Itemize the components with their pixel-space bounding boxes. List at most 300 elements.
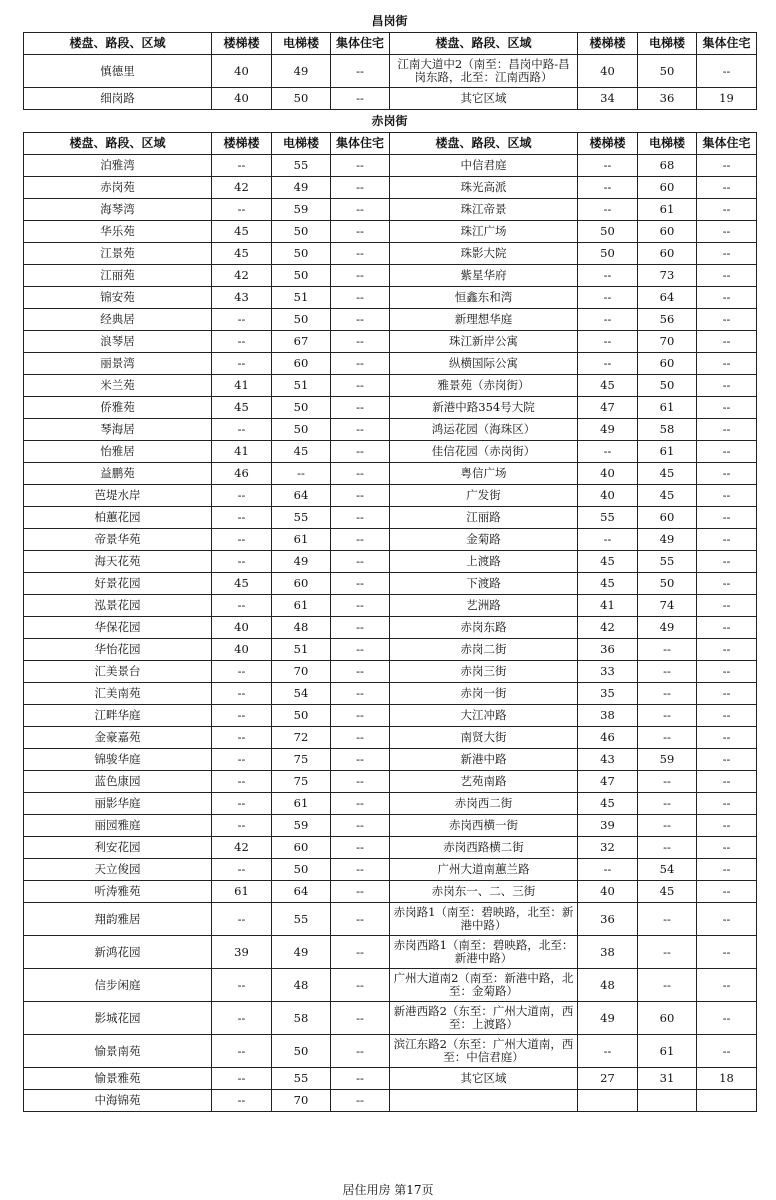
location-cell: 鸿运花园（海珠区）: [390, 419, 578, 441]
price-cell: 61: [272, 793, 331, 815]
price-cell: 49: [578, 419, 638, 441]
price-cell: --: [638, 705, 697, 727]
location-cell: 新理想华庭: [390, 309, 578, 331]
price-cell: --: [697, 485, 757, 507]
price-cell: --: [697, 287, 757, 309]
price-cell: --: [638, 683, 697, 705]
price-cell: --: [331, 683, 390, 705]
price-cell: --: [578, 309, 638, 331]
price-cell: --: [331, 265, 390, 287]
price-cell: 59: [638, 749, 697, 771]
price-cell: --: [697, 309, 757, 331]
price-cell: --: [212, 1035, 272, 1068]
price-cell: --: [697, 199, 757, 221]
price-cell: --: [697, 683, 757, 705]
price-cell: --: [331, 177, 390, 199]
price-cell: 61: [638, 397, 697, 419]
location-cell: 浪琴居: [24, 331, 212, 353]
price-cell: 40: [212, 55, 272, 88]
price-cell: --: [697, 661, 757, 683]
header-cell: 楼盘、路段、区域: [390, 133, 578, 155]
table-row: [24, 55, 757, 88]
table-row: [24, 573, 757, 595]
table-row: [24, 441, 757, 463]
header-cell: 楼梯楼: [212, 133, 272, 155]
table-row: [24, 859, 757, 881]
price-cell: 50: [272, 221, 331, 243]
rent-table-changgang: [23, 32, 757, 110]
price-cell: 45: [272, 441, 331, 463]
location-cell: 华乐苑: [24, 221, 212, 243]
location-cell: 赤岗西路横二街: [390, 837, 578, 859]
price-cell: 36: [578, 639, 638, 661]
price-cell: --: [697, 177, 757, 199]
location-cell: 上渡路: [390, 551, 578, 573]
location-cell: 汇美景台: [24, 661, 212, 683]
table-row: [24, 617, 757, 639]
price-cell: 40: [578, 881, 638, 903]
price-cell: 27: [578, 1068, 638, 1090]
table-row: [24, 793, 757, 815]
price-cell: --: [331, 1090, 390, 1112]
price-cell: 41: [578, 595, 638, 617]
table-row: [24, 177, 757, 199]
header-cell: 电梯楼: [272, 133, 331, 155]
price-cell: 40: [578, 55, 638, 88]
price-cell: 50: [638, 55, 697, 88]
price-cell: --: [331, 243, 390, 265]
price-cell: 61: [638, 199, 697, 221]
price-cell: --: [331, 353, 390, 375]
table-row: [24, 639, 757, 661]
price-cell: --: [331, 463, 390, 485]
location-cell: 细岗路: [24, 88, 212, 110]
price-cell: 70: [638, 331, 697, 353]
price-cell: 50: [272, 265, 331, 287]
price-cell: --: [697, 375, 757, 397]
price-cell: --: [212, 551, 272, 573]
price-cell: 32: [578, 837, 638, 859]
location-cell: 珠江新岸公寓: [390, 331, 578, 353]
price-cell: --: [272, 463, 331, 485]
location-cell: 江南大道中2（南至：昌岗中路-昌岗东路，北至：江南西路）: [390, 55, 578, 88]
price-cell: 48: [578, 969, 638, 1002]
location-cell: 新港中路: [390, 749, 578, 771]
price-cell: --: [331, 507, 390, 529]
price-cell: --: [578, 441, 638, 463]
location-cell: 赤岗一街: [390, 683, 578, 705]
price-cell: --: [697, 529, 757, 551]
price-cell: 31: [638, 1068, 697, 1090]
location-cell: 其它区域: [390, 1068, 578, 1090]
price-cell: --: [331, 639, 390, 661]
price-cell: --: [331, 55, 390, 88]
price-cell: 55: [638, 551, 697, 573]
price-cell: --: [331, 903, 390, 936]
price-cell: 50: [272, 243, 331, 265]
price-cell: 56: [638, 309, 697, 331]
location-cell: 翔韵雅居: [24, 903, 212, 936]
price-cell: --: [212, 683, 272, 705]
table-row: [24, 353, 757, 375]
table-row: [24, 595, 757, 617]
table-row: [24, 771, 757, 793]
location-cell: 珠江广场: [390, 221, 578, 243]
location-cell: 益鹏苑: [24, 463, 212, 485]
price-cell: --: [638, 661, 697, 683]
location-cell: 丽景湾: [24, 353, 212, 375]
price-cell: --: [331, 727, 390, 749]
price-cell: --: [331, 936, 390, 969]
price-cell: 45: [578, 573, 638, 595]
table-header-row: [24, 33, 757, 55]
location-cell: 新港中路354号大院: [390, 397, 578, 419]
page-footer: 居住用房 第17页: [342, 1183, 434, 1197]
table-row: [24, 705, 757, 727]
location-cell: 丽园雅庭: [24, 815, 212, 837]
price-cell: [697, 1090, 757, 1112]
table-row: [24, 287, 757, 309]
price-cell: 50: [272, 419, 331, 441]
table-row: [24, 375, 757, 397]
price-cell: 55: [272, 1068, 331, 1090]
header-cell: 电梯楼: [272, 33, 331, 55]
location-cell: 信步闲庭: [24, 969, 212, 1002]
location-cell: 赤岗苑: [24, 177, 212, 199]
location-cell: 利安花园: [24, 837, 212, 859]
location-cell: 赤岗东一、二、三街: [390, 881, 578, 903]
price-cell: --: [212, 485, 272, 507]
table-row: [24, 221, 757, 243]
price-cell: 72: [272, 727, 331, 749]
price-cell: --: [697, 221, 757, 243]
table-row: [24, 507, 757, 529]
price-cell: 49: [638, 617, 697, 639]
section-title-changgang: 昌岗街: [371, 14, 408, 28]
location-cell: 金豪嘉苑: [24, 727, 212, 749]
price-cell: --: [212, 903, 272, 936]
price-cell: --: [331, 397, 390, 419]
location-cell: 丽影华庭: [24, 793, 212, 815]
location-cell: 广发街: [390, 485, 578, 507]
location-cell: 粤信广场: [390, 463, 578, 485]
price-cell: 42: [578, 617, 638, 639]
price-cell: --: [697, 507, 757, 529]
price-cell: 33: [578, 661, 638, 683]
price-cell: 40: [212, 639, 272, 661]
price-cell: --: [638, 793, 697, 815]
location-cell: 其它区域: [390, 88, 578, 110]
price-cell: 45: [638, 485, 697, 507]
price-cell: 45: [212, 243, 272, 265]
price-cell: 50: [638, 573, 697, 595]
price-cell: --: [578, 331, 638, 353]
location-cell: 赤岗西二街: [390, 793, 578, 815]
table-row: [24, 749, 757, 771]
location-cell: 艺苑南路: [390, 771, 578, 793]
price-cell: --: [331, 309, 390, 331]
price-cell: 41: [212, 375, 272, 397]
price-cell: --: [212, 969, 272, 1002]
price-cell: --: [697, 1002, 757, 1035]
price-cell: 75: [272, 771, 331, 793]
price-cell: 50: [272, 397, 331, 419]
price-cell: 49: [638, 529, 697, 551]
price-cell: --: [697, 903, 757, 936]
price-cell: --: [638, 903, 697, 936]
price-cell: --: [578, 1035, 638, 1068]
price-cell: 34: [578, 88, 638, 110]
price-cell: 70: [272, 1090, 331, 1112]
location-cell: 华怡花园: [24, 639, 212, 661]
location-cell: 好景花园: [24, 573, 212, 595]
price-cell: --: [578, 155, 638, 177]
price-cell: --: [212, 771, 272, 793]
price-cell: --: [331, 573, 390, 595]
location-cell: 滨江东路2（东至：广州大道南，西至：中信君庭）: [390, 1035, 578, 1068]
location-cell: 珠光高派: [390, 177, 578, 199]
price-cell: 45: [212, 221, 272, 243]
price-cell: 60: [272, 573, 331, 595]
price-cell: --: [697, 639, 757, 661]
table-row: [24, 936, 757, 969]
header-cell: 楼盘、路段、区域: [390, 33, 578, 55]
price-cell: 64: [272, 485, 331, 507]
price-cell: 49: [272, 177, 331, 199]
price-cell: --: [331, 1068, 390, 1090]
location-cell: 天立俊园: [24, 859, 212, 881]
location-cell: 赤岗路1（南至：碧映路，北至：新港中路）: [390, 903, 578, 936]
price-cell: --: [578, 859, 638, 881]
table-row: [24, 397, 757, 419]
price-cell: --: [697, 881, 757, 903]
price-cell: --: [697, 155, 757, 177]
price-cell: 45: [578, 551, 638, 573]
price-cell: 73: [638, 265, 697, 287]
price-cell: --: [212, 529, 272, 551]
price-cell: 40: [212, 617, 272, 639]
price-cell: 38: [578, 936, 638, 969]
location-cell: 锦骏华庭: [24, 749, 212, 771]
price-cell: --: [331, 529, 390, 551]
header-cell: 电梯楼: [638, 33, 697, 55]
location-cell: 江畔华庭: [24, 705, 212, 727]
table-row: [24, 1035, 757, 1068]
price-cell: --: [331, 551, 390, 573]
price-cell: --: [331, 859, 390, 881]
table-row: [24, 1068, 757, 1090]
price-cell: 43: [212, 287, 272, 309]
location-cell: 蓝色康园: [24, 771, 212, 793]
price-cell: --: [697, 573, 757, 595]
price-cell: 51: [272, 639, 331, 661]
price-cell: --: [697, 727, 757, 749]
price-cell: 61: [638, 1035, 697, 1068]
price-cell: --: [578, 199, 638, 221]
price-cell: --: [697, 463, 757, 485]
price-cell: 50: [272, 309, 331, 331]
price-cell: --: [697, 749, 757, 771]
price-cell: --: [331, 199, 390, 221]
rent-table-chigang: [23, 132, 757, 1112]
location-cell: 金菊路: [390, 529, 578, 551]
price-cell: --: [697, 936, 757, 969]
price-cell: 60: [272, 353, 331, 375]
price-cell: 60: [638, 507, 697, 529]
location-cell: 江丽路: [390, 507, 578, 529]
price-cell: --: [212, 1068, 272, 1090]
location-cell: 中海锦苑: [24, 1090, 212, 1112]
header-cell: 楼梯楼: [578, 33, 638, 55]
price-cell: 46: [578, 727, 638, 749]
price-cell: --: [331, 815, 390, 837]
table-row: [24, 551, 757, 573]
price-cell: --: [212, 661, 272, 683]
location-cell: 珠江帝景: [390, 199, 578, 221]
price-cell: 49: [272, 936, 331, 969]
price-cell: --: [578, 353, 638, 375]
location-cell: 海天花苑: [24, 551, 212, 573]
price-cell: --: [331, 595, 390, 617]
header-cell: 楼梯楼: [212, 33, 272, 55]
price-cell: 48: [272, 969, 331, 1002]
price-cell: --: [331, 749, 390, 771]
price-cell: --: [212, 155, 272, 177]
table-row: [24, 837, 757, 859]
table-header-row: [24, 133, 757, 155]
table-row: [24, 727, 757, 749]
price-cell: --: [697, 397, 757, 419]
price-cell: --: [212, 727, 272, 749]
table-row: [24, 199, 757, 221]
table-row: [24, 881, 757, 903]
price-cell: --: [331, 287, 390, 309]
price-cell: 40: [212, 88, 272, 110]
location-cell: 泊雅湾: [24, 155, 212, 177]
price-cell: --: [697, 419, 757, 441]
price-cell: --: [331, 661, 390, 683]
price-cell: 64: [638, 287, 697, 309]
price-cell: --: [212, 199, 272, 221]
location-cell: 琴海居: [24, 419, 212, 441]
header-cell: 集体住宅: [697, 33, 757, 55]
price-cell: 47: [578, 771, 638, 793]
price-cell: --: [697, 265, 757, 287]
price-cell: --: [212, 859, 272, 881]
price-cell: --: [638, 815, 697, 837]
price-cell: --: [212, 1002, 272, 1035]
location-cell: 南贤大街: [390, 727, 578, 749]
location-cell: 慎德里: [24, 55, 212, 88]
price-cell: 74: [638, 595, 697, 617]
price-cell: 50: [638, 375, 697, 397]
location-cell: 愉景南苑: [24, 1035, 212, 1068]
location-cell: [390, 1090, 578, 1112]
table-row: [24, 463, 757, 485]
location-cell: 雅景苑（赤岗街）: [390, 375, 578, 397]
price-cell: 59: [272, 815, 331, 837]
price-cell: --: [697, 441, 757, 463]
price-cell: --: [212, 595, 272, 617]
location-cell: 恒鑫东和湾: [390, 287, 578, 309]
price-cell: --: [331, 793, 390, 815]
location-cell: 大江冲路: [390, 705, 578, 727]
table-row: [24, 265, 757, 287]
price-cell: 70: [272, 661, 331, 683]
price-cell: --: [212, 419, 272, 441]
price-cell: 18: [697, 1068, 757, 1090]
price-cell: 61: [638, 441, 697, 463]
price-cell: 45: [212, 573, 272, 595]
price-cell: 50: [272, 1035, 331, 1068]
table-row: [24, 529, 757, 551]
location-cell: 听涛雅苑: [24, 881, 212, 903]
price-cell: 39: [212, 936, 272, 969]
price-cell: 42: [212, 837, 272, 859]
price-cell: 46: [212, 463, 272, 485]
price-cell: 61: [212, 881, 272, 903]
location-cell: 珠影大院: [390, 243, 578, 265]
header-cell: 楼盘、路段、区域: [24, 133, 212, 155]
price-cell: 60: [638, 221, 697, 243]
price-cell: --: [697, 837, 757, 859]
price-cell: 38: [578, 705, 638, 727]
price-cell: [578, 1090, 638, 1112]
location-cell: 赤岗西路1（南至：碧映路，北至：新港中路）: [390, 936, 578, 969]
price-cell: 40: [578, 485, 638, 507]
price-cell: 50: [272, 859, 331, 881]
location-cell: 影城花园: [24, 1002, 212, 1035]
price-cell: --: [212, 353, 272, 375]
table-row: [24, 331, 757, 353]
price-cell: 36: [578, 903, 638, 936]
price-cell: 35: [578, 683, 638, 705]
price-cell: --: [638, 969, 697, 1002]
location-cell: 纵横国际公寓: [390, 353, 578, 375]
price-cell: 47: [578, 397, 638, 419]
table-row: [24, 485, 757, 507]
price-cell: 49: [272, 55, 331, 88]
price-cell: --: [638, 639, 697, 661]
price-cell: --: [638, 837, 697, 859]
price-cell: --: [212, 1090, 272, 1112]
price-cell: --: [697, 331, 757, 353]
price-cell: --: [331, 375, 390, 397]
price-cell: 49: [272, 551, 331, 573]
price-cell: 60: [638, 1002, 697, 1035]
price-cell: 50: [272, 705, 331, 727]
price-cell: 55: [578, 507, 638, 529]
price-cell: 40: [578, 463, 638, 485]
table-row: [24, 661, 757, 683]
location-cell: 泓景花园: [24, 595, 212, 617]
price-cell: 68: [638, 155, 697, 177]
header-cell: 电梯楼: [638, 133, 697, 155]
price-cell: --: [331, 881, 390, 903]
table-row: [24, 683, 757, 705]
price-cell: 50: [272, 88, 331, 110]
section-title-chigang: 赤岗街: [371, 114, 408, 128]
price-cell: 42: [212, 177, 272, 199]
price-cell: 36: [638, 88, 697, 110]
price-cell: --: [697, 705, 757, 727]
price-cell: --: [331, 771, 390, 793]
price-cell: --: [697, 815, 757, 837]
table-row: [24, 155, 757, 177]
header-cell: 集体住宅: [331, 33, 390, 55]
price-cell: 59: [272, 199, 331, 221]
price-cell: 50: [578, 221, 638, 243]
